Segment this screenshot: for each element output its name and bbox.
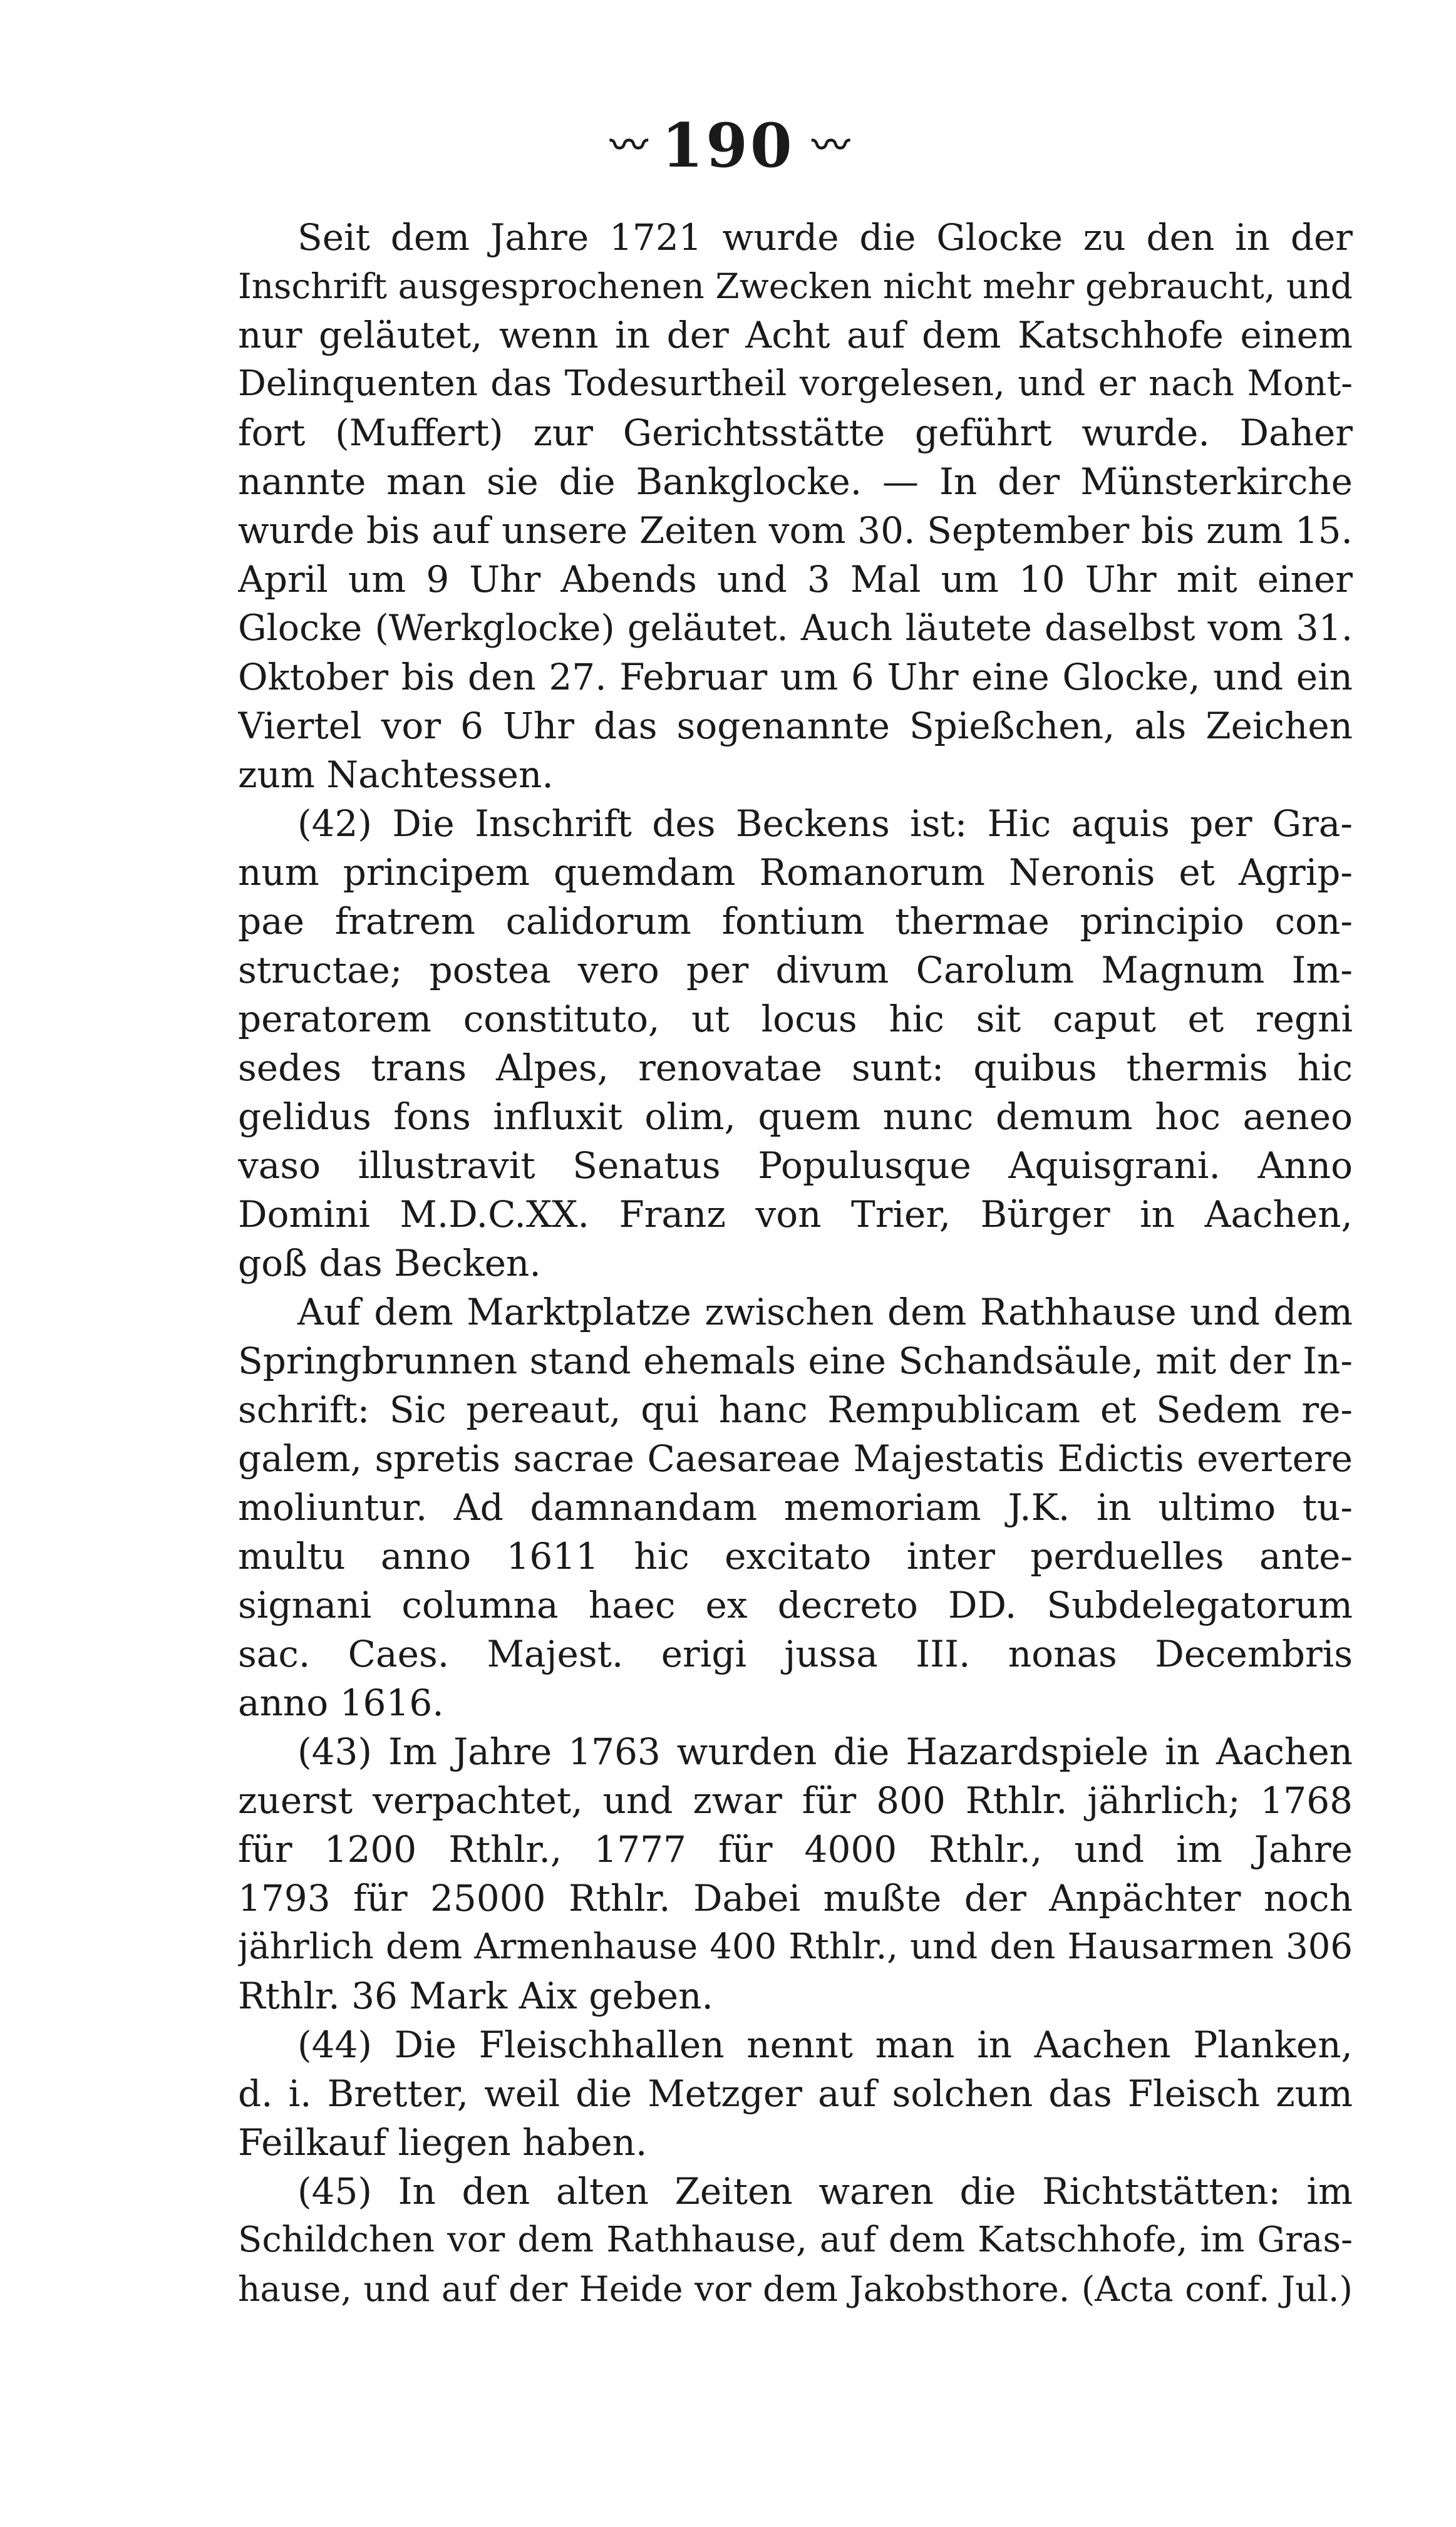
text-line: signani columna haec ex decreto DD. Subdelegatorum — [238, 1584, 1353, 1626]
text-line: Glocke (Werkglocke) geläutet. Auch läutete daselbst vom 31. — [238, 607, 1353, 649]
text-line: hause, und auf der Heide vor dem Jakobsthore. (Acta conf. Jul.) — [238, 2269, 1353, 2309]
text-line: moliuntur. Ad damnandam memoriam J.K. in ultimo tu- — [238, 1486, 1353, 1529]
text-line: Auf dem Marktplatze zwischen dem Rathhause und dem — [297, 1291, 1353, 1333]
text-line: Oktober bis den 27. Februar um 6 Uhr eine Glocke, und ein — [238, 656, 1353, 698]
right-ornament: 〰 — [812, 124, 846, 168]
text-line: goß das Becken. — [238, 1242, 541, 1284]
text-line: Schildchen vor dem Rathhause, auf dem Katschhofe, im Gras- — [238, 2220, 1353, 2260]
text-line: multu anno 1611 hic excitato inter perduelles ante- — [238, 1535, 1353, 1578]
text-line: pae fratrem calidorum fontium thermae principio con- — [238, 900, 1353, 943]
page-body — [238, 213, 1353, 2313]
text-line: anno 1616. — [238, 1682, 444, 1724]
text-line: gelidus fons influxit olim, quem nunc demum hoc aeneo — [238, 1095, 1353, 1138]
text-line: Inschrift ausgesprochenen Zwecken nicht mehr gebraucht, und — [238, 266, 1353, 306]
text-line: Seit dem Jahre 1721 wurde die Glocke zu den in der — [297, 216, 1353, 259]
text-line: für 1200 Rthlr., 1777 für 4000 Rthlr., und im Jahre — [238, 1828, 1353, 1871]
text-line: structae; postea vero per divum Carolum Magnum Im- — [238, 949, 1353, 991]
text-line: Delinquenten das Todesurtheil vorgelesen, und er nach Mont- — [238, 363, 1353, 404]
text-line: fort (Muffert) zur Gerichtsstätte geführt wurde. Daher — [238, 411, 1353, 454]
text-line: wurde bis auf unsere Zeiten vom 30. September bis zum 15. — [238, 509, 1353, 552]
text-line: April um 9 Uhr Abends und 3 Mal um 10 Uhr mit einer — [238, 558, 1353, 601]
text-line: nannte man sie die Bankglocke. — In der Münsterkirche — [238, 460, 1353, 503]
text-line: nur geläutet, wenn in der Acht auf dem Katschhofe einem — [238, 314, 1353, 356]
page-header — [0, 110, 1456, 181]
text-line: jährlich dem Armenhause 400 Rthlr., und den Hausarmen 306 — [238, 1926, 1353, 1967]
text-line: (42) Die Inschrift des Beckens ist: Hic aquis per Gra- — [297, 802, 1353, 845]
text-line: Viertel vor 6 Uhr das sogenannte Spießchen, als Zeichen — [238, 705, 1353, 747]
text-line: (45) In den alten Zeiten waren die Richtstätten: im — [297, 2170, 1353, 2213]
page-number: 190 — [661, 110, 795, 181]
text-line: (43) Im Jahre 1763 wurden die Hazardspiele in Aachen — [297, 1730, 1353, 1773]
text-line: sedes trans Alpes, renovatae sunt: quibus thermis hic — [238, 1046, 1353, 1089]
text-line: galem, spretis sacrae Caesareae Majestatis Edictis evertere — [238, 1437, 1353, 1480]
text-line: (44) Die Fleischhallen nennt man in Aachen Planken, — [297, 2023, 1353, 2066]
text-line: schrift: Sic pereaut, qui hanc Rempublicam et Sedem re- — [238, 1388, 1353, 1431]
text-line: Springbrunnen stand ehemals eine Schandsäule, mit der In- — [238, 1340, 1353, 1382]
text-line: Domini M.D.C.XX. Franz von Trier, Bürger in Aachen, — [238, 1193, 1353, 1236]
text-line: zuerst verpachtet, und zwar für 800 Rthlr. jährlich; 1768 — [238, 1779, 1353, 1822]
text-line: zum Nachtessen. — [238, 753, 554, 796]
text-line: Rthlr. 36 Mark Aix geben. — [238, 1975, 713, 2017]
text-line: num principem quemdam Romanorum Neronis et Agrip- — [238, 851, 1353, 894]
text-line: 1793 für 25000 Rthlr. Dabei mußte der Anpächter noch — [238, 1877, 1353, 1920]
left-ornament: 〰 — [610, 124, 644, 168]
text-line: peratorem constituto, ut locus hic sit caput et regni — [238, 998, 1353, 1040]
text-line: vaso illustravit Senatus Populusque Aquisgrani. Anno — [238, 1144, 1353, 1187]
text-line: Feilkauf liegen haben. — [238, 2121, 648, 2164]
text-line: sac. Caes. Majest. erigi jussa III. nonas Decembris — [238, 1633, 1353, 1675]
text-line: d. i. Bretter, weil die Metzger auf solchen das Fleisch zum — [238, 2072, 1353, 2115]
